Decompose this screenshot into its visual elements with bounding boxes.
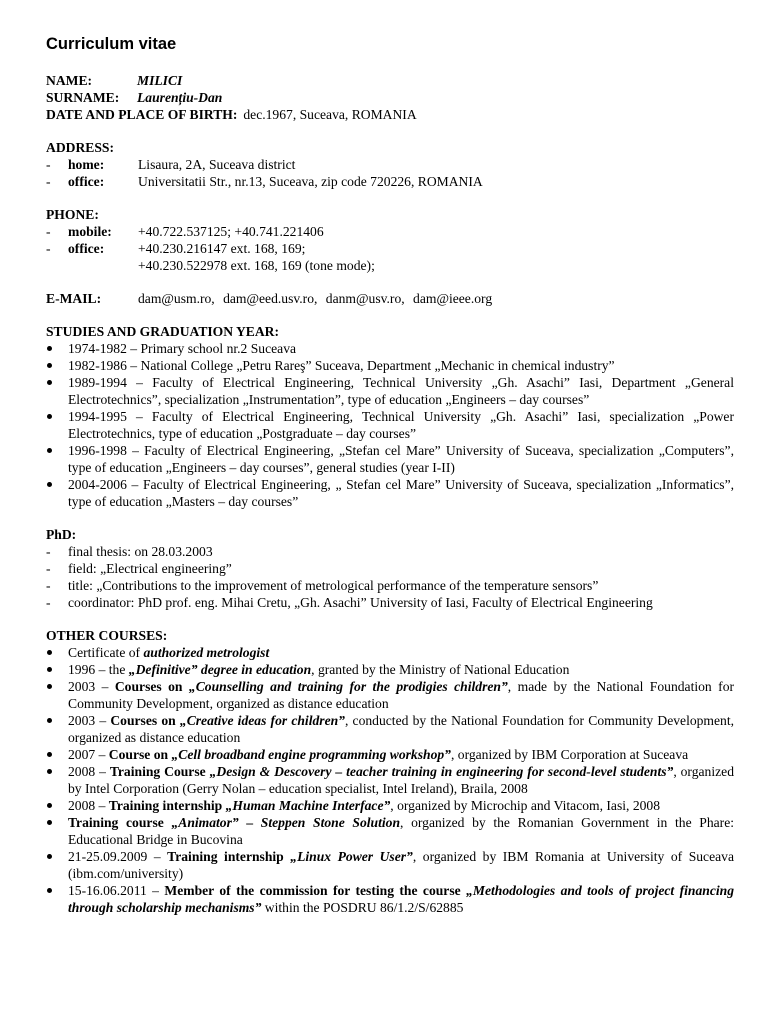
course-title: „Definitive” degree in education <box>128 662 312 677</box>
course-detail: within the POSDRU 86/1.2/S/62885 <box>261 900 464 915</box>
course-type: Training internship <box>167 849 284 864</box>
phone-office-key: office: <box>68 241 105 256</box>
course-title: „Cell broadband engine programming workshop” <box>171 747 451 762</box>
bullet-marker <box>46 374 68 408</box>
course-item <box>46 678 734 712</box>
course-title: „Animator” – Steppen Stone Solution <box>171 815 401 830</box>
dash-marker: - <box>46 174 51 189</box>
course-title: „Methodologies and tools of project financing through scholarship mechanisms” <box>68 883 734 915</box>
email-label: E-MAIL: <box>46 291 102 306</box>
bullet-marker <box>46 357 68 374</box>
studies-item <box>46 374 734 408</box>
phone-heading: PHONE: <box>46 207 99 222</box>
studies-item <box>46 442 734 476</box>
course-type: Courses on <box>110 713 176 728</box>
address-home-key: home: <box>68 157 105 172</box>
studies-item <box>46 357 734 374</box>
phone-mobile-key: mobile: <box>68 224 112 239</box>
studies-item-text: 1994-1995 – Faculty of Electrical Engineering, Technical University „Gh. Asachi” Iasi, specialization „Power Electrotechnics, type of education „Postgraduate – day courses” <box>68 409 734 441</box>
course-item <box>46 746 734 763</box>
course-item <box>46 712 734 746</box>
bullet-marker <box>46 712 68 746</box>
course-item <box>46 661 734 678</box>
phd-heading: PhD: <box>46 527 77 542</box>
course-text: 21-25.09.2009 – <box>68 849 168 864</box>
bullet-marker <box>46 814 68 848</box>
studies-item-text: 1974-1982 – Primary school nr.2 Suceava <box>68 341 297 356</box>
phone-mobile-value: +40.722.537125; +40.741.221406 <box>138 224 324 239</box>
course-text: 2008 – <box>68 764 110 779</box>
phone-office-values <box>138 240 734 274</box>
course-detail: , organized by Microchip and Vitacom, Iasi, 2008 <box>390 798 661 813</box>
course-type: Course on <box>108 747 169 762</box>
dash-marker: - <box>46 224 51 239</box>
courses-heading: OTHER COURSES: <box>46 628 168 643</box>
surname-value: Laurențiu-Dan <box>137 90 223 105</box>
address-office-row <box>46 173 734 190</box>
surname-row <box>46 89 734 106</box>
birth-label: DATE AND PLACE OF BIRTH: <box>46 107 238 122</box>
course-text: 2003 – <box>68 679 115 694</box>
address-heading: ADDRESS: <box>46 140 114 155</box>
course-type: Training internship <box>108 798 223 813</box>
course-item <box>46 882 734 916</box>
course-detail: , organized by Intel Corporation (Gerry Nolan – education specialist, Intel Ireland), Braila, 2008 <box>68 764 734 796</box>
course-item <box>46 814 734 848</box>
course-title: „Creative ideas for children” <box>179 713 345 728</box>
phd-item-text: coordinator: PhD prof. eng. Mihai Cretu, „Gh. Asachi” University of Iasi, Faculty of Electrical Engineering <box>68 595 653 610</box>
course-text: 2008 – <box>68 798 109 813</box>
bullet-marker <box>46 797 68 814</box>
address-office-key: office: <box>68 174 105 189</box>
course-type: Training Course <box>109 764 206 779</box>
phd-item <box>46 577 734 594</box>
studies-heading: STUDIES AND GRADUATION YEAR: <box>46 324 280 339</box>
address-office-value: Universitatii Str., nr.13, Suceava, zip code 720226, ROMANIA <box>138 174 483 189</box>
phone-office-line-2: +40.230.522978 ext. 168, 169 (tone mode); <box>138 258 375 273</box>
bullet-marker <box>46 442 68 476</box>
course-type: Training course <box>68 815 164 830</box>
email-value: dam@usm.ro, dam@eed.usv.ro, danm@usv.ro, dam@ieee.org <box>138 291 493 306</box>
studies-item <box>46 476 734 510</box>
course-item <box>46 763 734 797</box>
bullet-marker <box>46 746 68 763</box>
address-home-row <box>46 156 734 173</box>
course-item <box>46 848 734 882</box>
course-detail: , organized by the Romanian Government in the Phare: Educational Bridge in Bucovina <box>68 815 735 847</box>
birth-value: dec.1967, Suceava, ROMANIA <box>243 107 417 122</box>
course-item <box>46 644 734 661</box>
bullet-marker <box>46 661 68 678</box>
document-title: Curriculum vitae <box>46 35 177 53</box>
bullet-marker <box>46 882 68 916</box>
course-detail: , made by the National Foundation for Community Development, organized as distance education <box>68 679 735 711</box>
course-detail: , conducted by the National Foundation for Community Development, organized as distance education <box>68 713 735 745</box>
cv-page <box>46 34 734 916</box>
course-title: „Linux Power User” <box>290 849 413 864</box>
phone-office-line-1: +40.230.216147 ext. 168, 169; <box>138 241 306 256</box>
course-text: 15-16.06.2011 – <box>68 883 165 898</box>
birth-row <box>46 106 734 123</box>
dash-marker: - <box>46 578 51 593</box>
name-value: MILICI <box>137 73 183 88</box>
dash-marker: - <box>46 561 51 576</box>
studies-item-text: 2004-2006 – Faculty of Electrical Engineering, „ Stefan cel Mare” University of Suceava, specialization „Informatics”, type of education „Masters – day courses” <box>68 477 734 509</box>
bullet-marker <box>46 763 68 797</box>
bullet-marker <box>46 848 68 882</box>
surname-label: SURNAME: <box>46 90 120 105</box>
course-detail: , organized by IBM Corporation at Suceava <box>450 747 689 762</box>
phd-item-text: field: „Electrical engineering” <box>68 561 232 576</box>
course-text: 2003 – <box>68 713 111 728</box>
phd-item-text: final thesis: on 28.03.2003 <box>68 544 213 559</box>
email-row <box>46 290 734 307</box>
phone-office-row <box>46 240 734 274</box>
name-label: NAME: <box>46 73 93 88</box>
bullet-marker <box>46 476 68 510</box>
course-type: Member of the commission for testing the course <box>164 883 461 898</box>
course-type: Courses on <box>114 679 183 694</box>
course-title: authorized metrologist <box>143 645 270 660</box>
course-title: „Design & Descovery – teacher training in engineering for second-level students” <box>209 764 674 779</box>
dash-marker: - <box>46 157 51 172</box>
course-item <box>46 797 734 814</box>
course-text: 1996 – the <box>68 662 129 677</box>
studies-item <box>46 340 734 357</box>
phd-item <box>46 594 734 611</box>
course-detail: , granted by the Ministry of National Education <box>311 662 570 677</box>
studies-item-text: 1982-1986 – National College „Petru Rareş” Suceava, Department „Mechanic in chemical industry” <box>68 358 615 373</box>
course-text: 2007 – <box>68 747 109 762</box>
phone-mobile-row <box>46 223 734 240</box>
course-detail: , organized by IBM Romania at University of Suceava (ibm.com/university) <box>68 849 734 881</box>
dash-marker: - <box>46 544 51 559</box>
name-row <box>46 72 734 89</box>
bullet-marker <box>46 678 68 712</box>
dash-marker: - <box>46 595 51 610</box>
dash-marker: - <box>46 241 51 256</box>
course-text: Certificate of <box>68 645 144 660</box>
address-home-value: Lisaura, 2A, Suceava district <box>138 157 296 172</box>
bullet-marker <box>46 408 68 442</box>
bullet-marker <box>46 340 68 357</box>
bullet-marker <box>46 644 68 661</box>
phd-item <box>46 560 734 577</box>
course-title: „Counselling and training for the prodigies children” <box>188 679 508 694</box>
phd-item <box>46 543 734 560</box>
course-title: „Human Machine Interface” <box>225 798 391 813</box>
phd-item-text: title: „Contributions to the improvement of metrological performance of the temperature sensors” <box>68 578 599 593</box>
studies-item-text: 1996-1998 – Faculty of Electrical Engineering, „Stefan cel Mare” University of Suceava, specialization „Computers”, type of education „Engineers – day courses”, general studies (year I-II) <box>68 443 734 475</box>
studies-item-text: 1989-1994 – Faculty of Electrical Engineering, Technical University „Gh. Asachi” Iasi, Department „General Electrotechnics”, specialization „Instrumentation”, type of education „Engineers – day courses” <box>68 375 734 407</box>
studies-item <box>46 408 734 442</box>
